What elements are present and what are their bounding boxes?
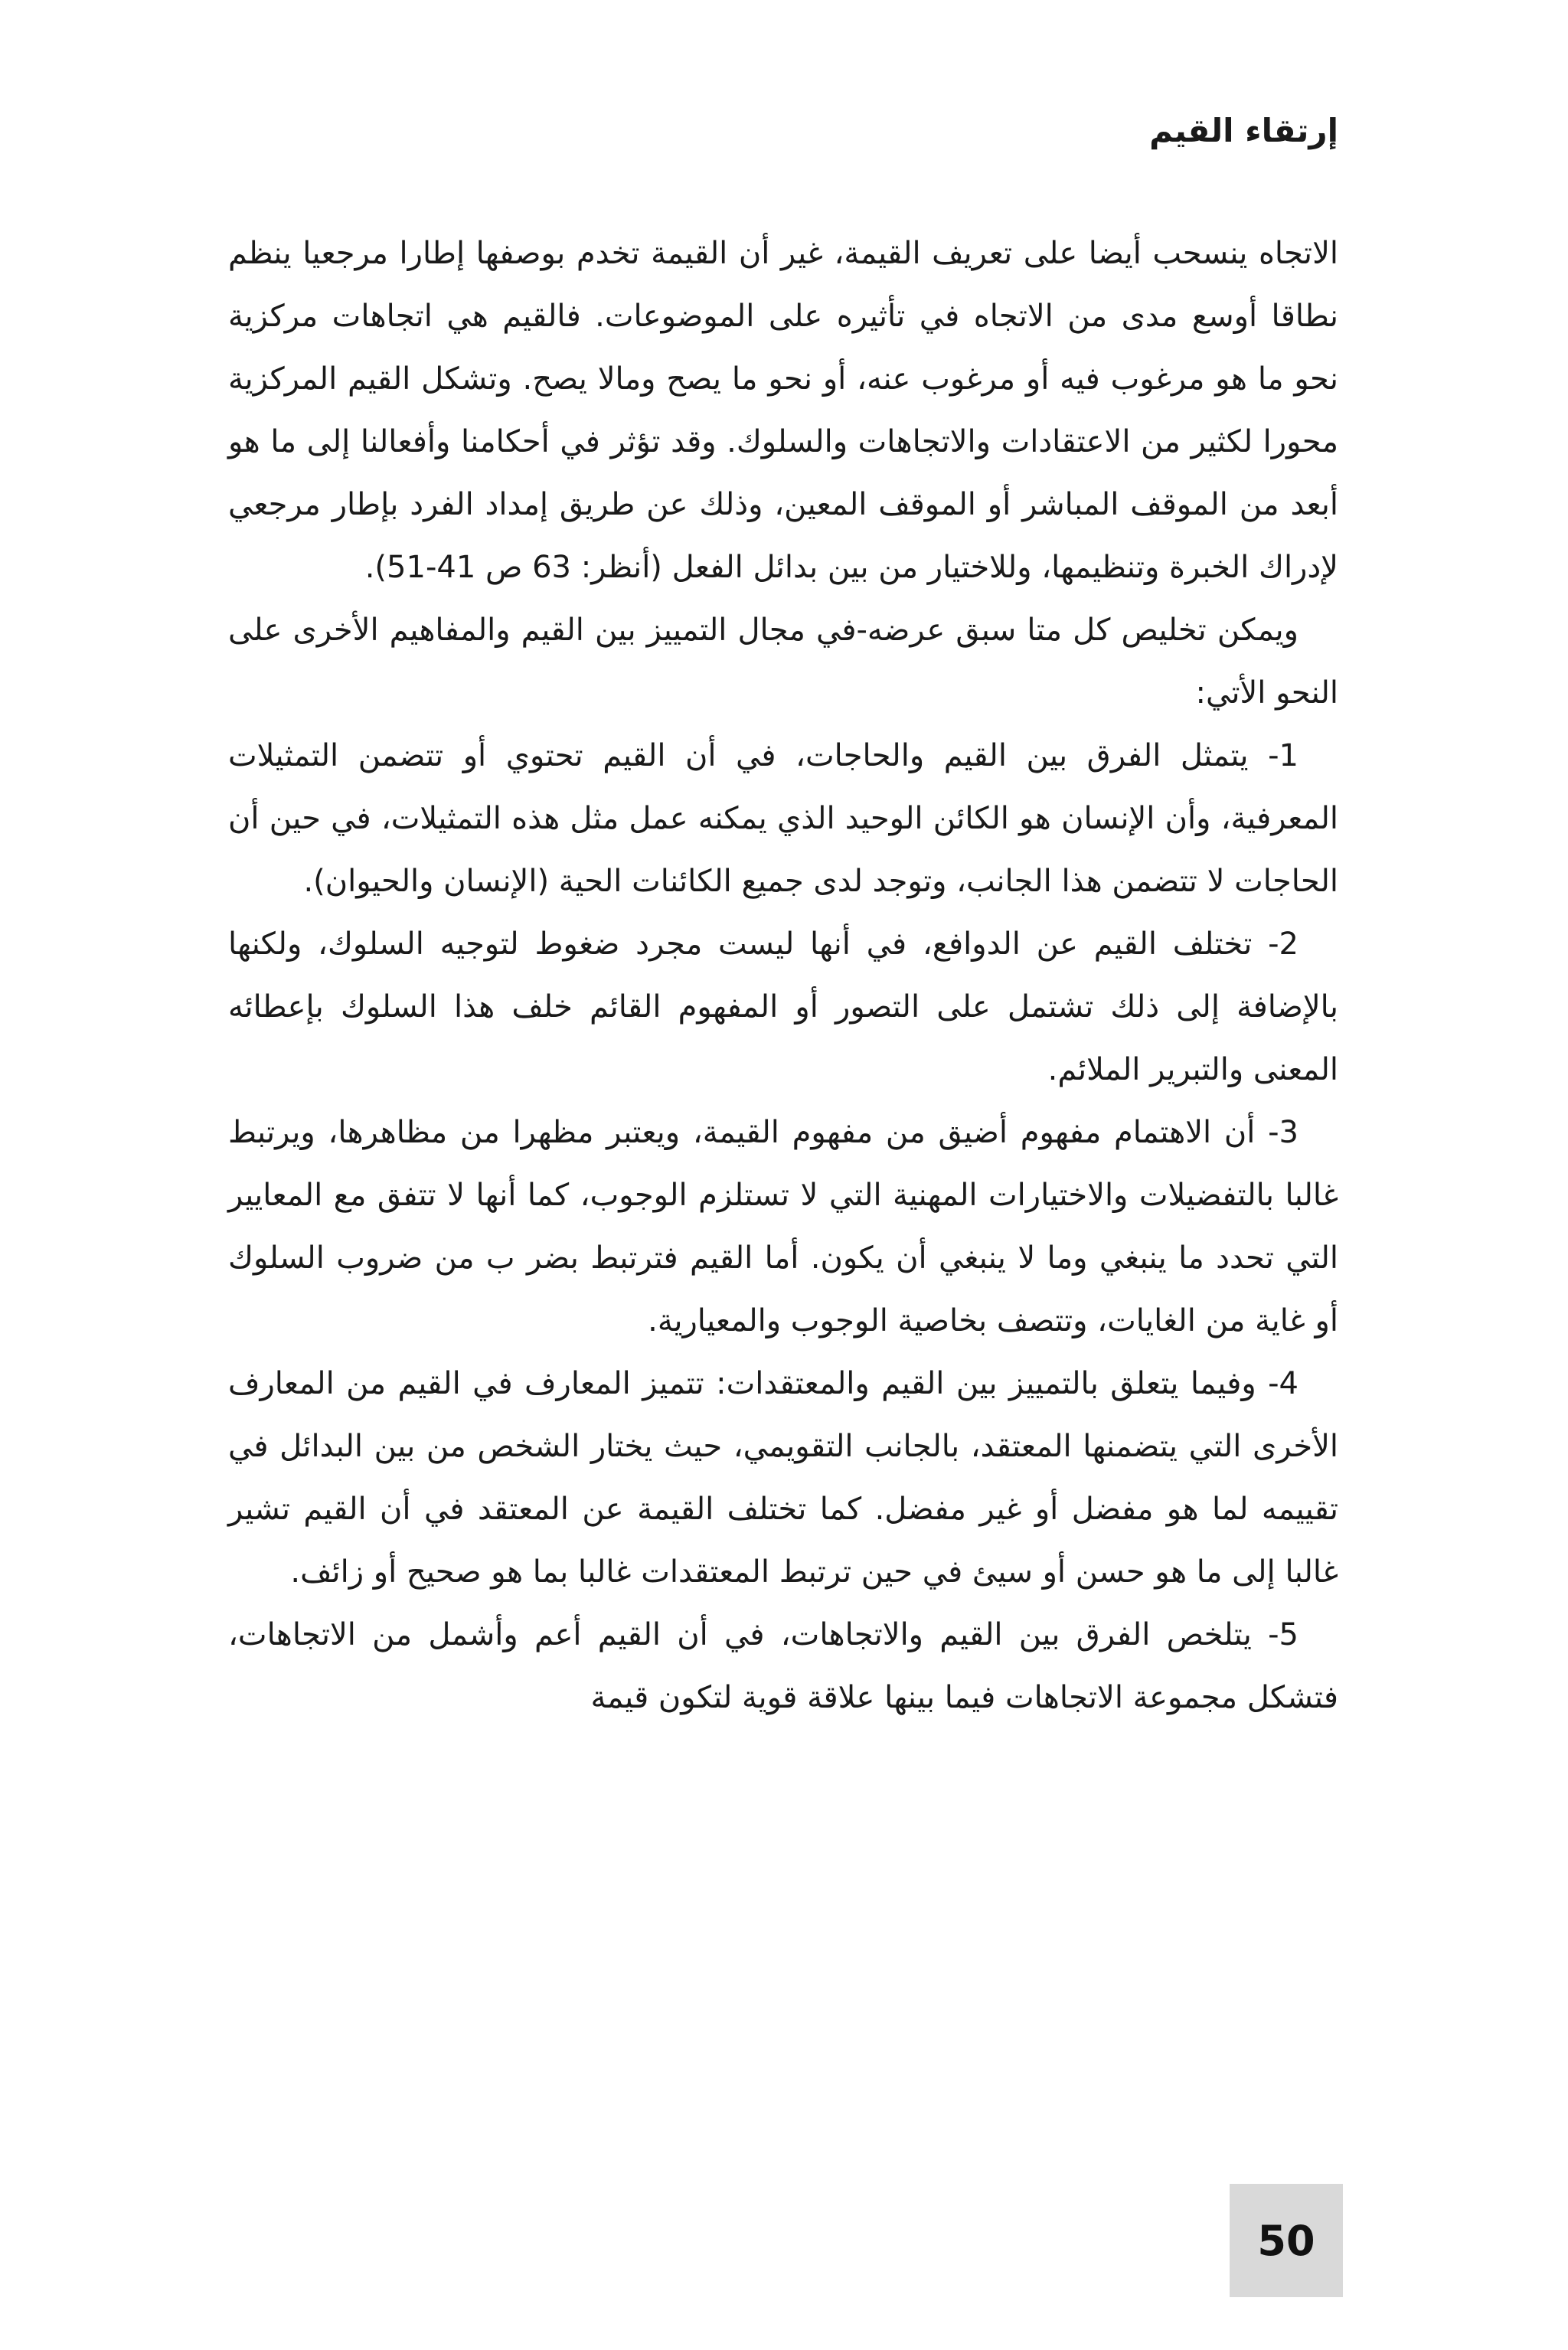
paragraph-summary-intro: ويمكن تخليص كل متا سبق عرضه-في مجال التمييز بين القيم والمفاهيم الأخرى على النحو الأتي: [228, 613, 1338, 711]
page-number-box [1230, 2184, 1343, 2297]
running-header-title: إرتقاء القيم [1149, 112, 1338, 149]
list-item-5: 5- يتلخص الفرق بين القيم والاتجاهات، في أن القيم أعم وأشمل من الاتجاهات، فتشكل مجموعة الاتجاهات فيما بينها علاقة قوية لتكون قيمة [228, 1617, 1338, 1715]
list-item-2: 2- تختلف القيم عن الدوافع، في أنها ليست مجرد ضغوط لتوجيه السلوك، ولكنها بالإضافة إلى ذلك تشتمل على التصور أو المفهوم القائم خلف هذا السلوك بإعطائه المعنى والتبرير الملائم. [228, 927, 1338, 1087]
page-body [228, 222, 1338, 1729]
list-item-1: 1- يتمثل الفرق بين القيم والحاجات، في أن القيم تحتوي أو تتضمن التمثيلات المعرفية، وأن الإنسان هو الكائن الوحيد الذي يمكنه عمل مثل هذه التمثيلات، في حين أن الحاجات لا تتضمن هذا الجانب، وتوجد لدى جميع الكائنات الحية (الإنسان والحيوان). [228, 738, 1338, 899]
page-number: 50 [1257, 2216, 1315, 2265]
list-item-4: 4- وفيما يتعلق بالتمييز بين القيم والمعتقدات: تتميز المعارف في القيم من المعارف الأخرى التي يتضمنها المعتقد، بالجانب التقويمي، حيث يختار الشخص من بين البدائل في تقييمه لما هو مفضل أو غير مفضل. كما تختلف القيمة عن المعتقد في أن القيم تشير غالبا إلى ما هو حسن أو سيئ في حين ترتبط المعتقدات غالبا بما هو صحيح أو زائف. [228, 1366, 1338, 1590]
list-item-3: 3- أن الاهتمام مفهوم أضيق من مفهوم القيمة، ويعتبر مظهرا من مظاهرها، ويرتبط غالبا بالتفضيلات والاختيارات المهنية التي لا تستلزم الوجوب، كما أنها لا تتفق مع المعايير التي تحدد ما ينبغي وما لا ينبغي أن يكون. أما القيم فترتبط بضر ب من ضروب السلوك أو غاية من الغايات، وتتصف بخاصية الوجوب والمعيارية. [228, 1115, 1338, 1338]
paragraph-continuation: الاتجاه ينسحب أيضا على تعريف القيمة، غير أن القيمة تخدم بوصفها إطارا مرجعيا ينظم نطاقا أوسع مدى من الاتجاه في تأثيره على الموضوعات. فالقيم هي اتجاهات مركزية نحو ما هو مرغوب فيه أو مرغوب عنه، أو نحو ما يصح ومالا يصح. وتشكل القيم المركزية محورا لكثير من الاعتقادات والاتجاهات والسلوك. وقد تؤثر في أحكامنا وأفعالنا إلى ما هو أبعد من الموقف المباشر أو الموقف المعين، وذلك عن طريق إمداد الفرد بإطار مرجعي لإدراك الخبرة وتنظيمها، وللاختيار من بين بدائل الفعل (أنظر: 63 ص 41-51). [228, 236, 1338, 585]
